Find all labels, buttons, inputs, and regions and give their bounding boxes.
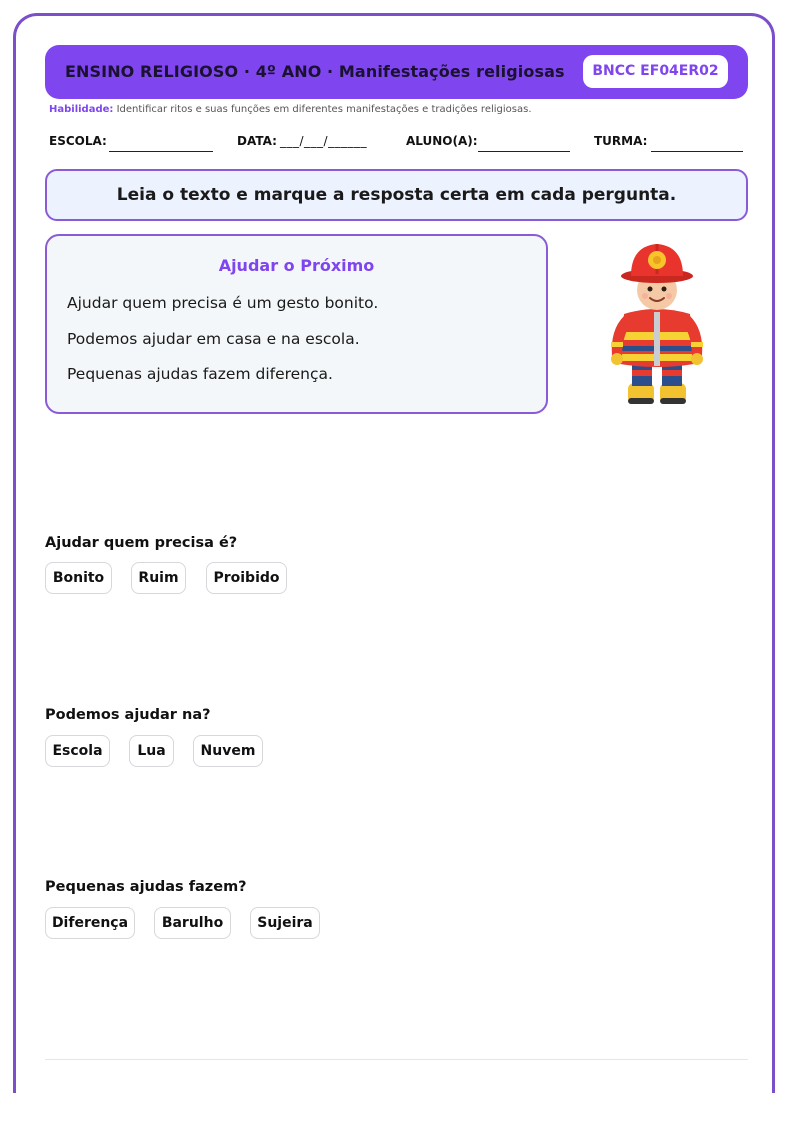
question-1: Ajudar quem precisa é? (45, 535, 238, 551)
instruction-text: Leia o texto e marque a resposta certa em cada pergunta. (116, 185, 677, 205)
answer-option[interactable]: Nuvem (193, 735, 263, 767)
answer-option[interactable]: Proibido (206, 562, 287, 594)
question-2: Podemos ajudar na? (45, 707, 211, 723)
firefighter-child-illustration (598, 238, 716, 410)
left-glove (611, 353, 623, 365)
answer-option[interactable]: Escola (45, 735, 110, 767)
answer-option[interactable]: Bonito (45, 562, 112, 594)
right-boot-sole (660, 398, 686, 404)
header-bar (45, 45, 748, 99)
class-label: TURMA: (594, 134, 648, 148)
right-leg-stripe (662, 370, 682, 376)
footer-divider (45, 1059, 748, 1060)
right-eye (662, 287, 667, 292)
student-label: ALUNO(A): (406, 134, 478, 148)
answer-option[interactable]: Lua (129, 735, 174, 767)
reading-title: Ajudar o Próximo (218, 256, 375, 275)
left-arm-stripe (611, 342, 623, 347)
left-leg-stripe (632, 370, 652, 376)
left-cheek (642, 293, 648, 299)
skill-text: Identificar ritos e suas funções em diferentes manifestações e tradições religiosas. (116, 104, 532, 115)
skill-description (49, 104, 532, 115)
question-3: Pequenas ajudas fazem? (45, 879, 247, 895)
reading-line: Podemos ajudar em casa e na escola. (67, 330, 360, 348)
coat-zipper (654, 312, 660, 366)
student-name-field[interactable] (478, 151, 570, 152)
student-info-row (49, 134, 749, 156)
class-field[interactable] (651, 151, 743, 152)
helmet-badge-center (653, 256, 661, 264)
date-field[interactable]: ___/___/______ (280, 134, 368, 148)
right-arm-stripe (691, 342, 703, 347)
reading-line: Ajudar quem precisa é um gesto bonito. (67, 294, 379, 312)
reading-line: Pequenas ajudas fazem diferença. (67, 365, 333, 383)
worksheet-title: ENSINO RELIGIOSO · 4º ANO · Manifestações religiosas (65, 62, 565, 81)
bncc-code-badge: BNCC EF04ER02 (583, 55, 728, 88)
date-label: DATA: (237, 134, 277, 148)
answer-option[interactable]: Barulho (154, 907, 231, 939)
answer-option[interactable]: Ruim (131, 562, 186, 594)
skill-label: Habilidade: (49, 104, 114, 115)
answer-option[interactable]: Sujeira (250, 907, 320, 939)
left-eye (648, 287, 653, 292)
school-label: ESCOLA: (49, 134, 107, 148)
instruction-box (45, 169, 748, 221)
school-field[interactable] (109, 151, 213, 152)
answer-option[interactable]: Diferença (45, 907, 135, 939)
left-boot-sole (628, 398, 654, 404)
right-cheek (666, 293, 672, 299)
right-glove (691, 353, 703, 365)
reading-text-card (45, 234, 548, 414)
